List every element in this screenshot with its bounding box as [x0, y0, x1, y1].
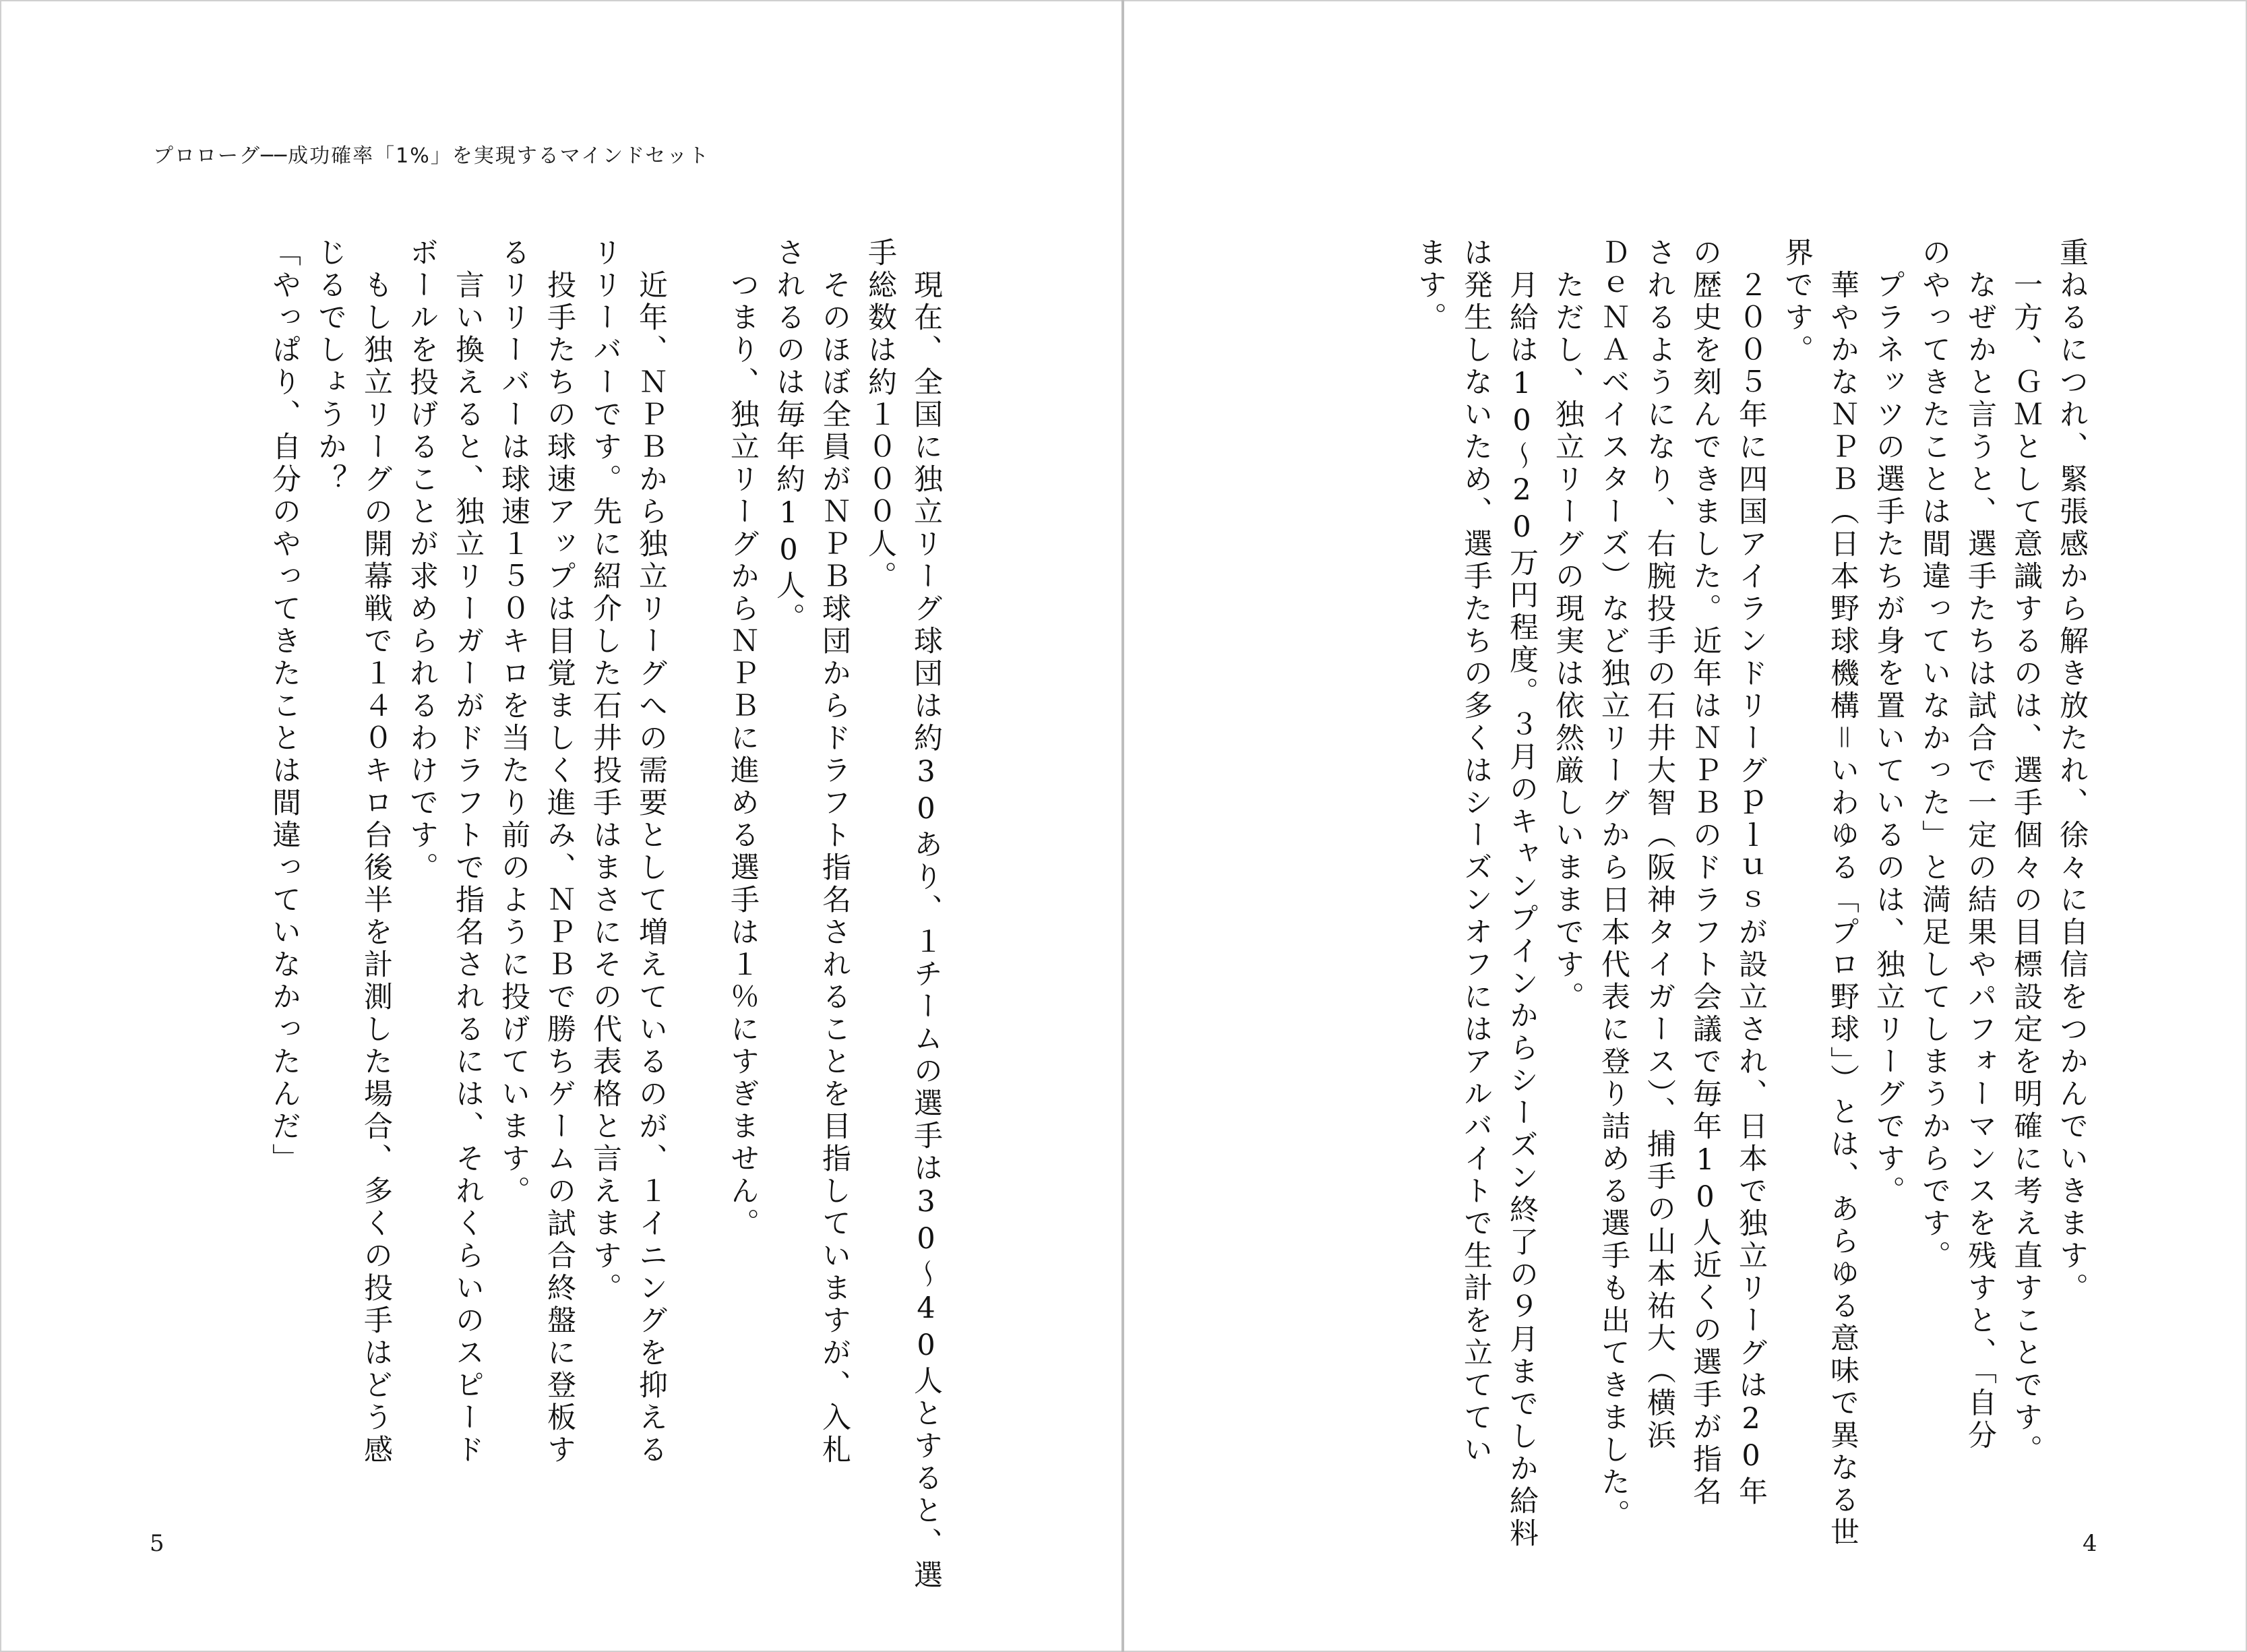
page-number-right: 4: [2083, 1530, 2097, 1557]
text-line: 界です。: [1780, 237, 1814, 367]
text-line: されるのは毎年約10人。: [772, 237, 805, 635]
text-line: そのほぼ全員がＮＰＢ球団からドラフト指名されることを目指していますが、入札: [818, 237, 851, 1467]
text-line: 近年、ＮＰＢから独立リーグへの需要として増えているのが、１イニングを抑える: [634, 237, 668, 1467]
right-page-body: [1299, 237, 2095, 1550]
text-line: 月給は10〜20万円程度。３月のキャンプインからシーズン終了の９月までしか給料: [1505, 237, 1539, 1550]
text-line: もし独立リーグの開幕戦で１４０キロ台後半を計測した場合、多くの投手はどう感: [359, 237, 393, 1467]
text-line: のやってきたことは間違っていなかった」と満足してしまうからです。: [1917, 237, 1951, 1273]
text-line: 言い換えると、独立リーガーがドラフトで指名されるには、それくらいのスピード: [451, 237, 485, 1467]
text-line: 手総数は約１０００人。: [863, 237, 897, 593]
text-line: リリーバーです。先に紹介した石井投手はまさにその代表格と言えます。: [588, 237, 622, 1305]
text-line: ボールを投げることが求められるわけです。: [405, 237, 439, 884]
running-head: プロローグ──成功確率「1%」を実現するマインドセット: [153, 144, 710, 168]
text-line: プラネッツの選手たちが身を置いているのは、独立リーグです。: [1872, 237, 1905, 1208]
text-line: されるようになり、右腕投手の石井大智（阪神タイガース）、捕手の山本祐大（横浜: [1642, 237, 1676, 1452]
text-line: つまり、独立リーグからＮＰＢに進める選手は１％にすぎません。: [726, 237, 760, 1240]
page-number-left: 5: [150, 1530, 164, 1557]
text-line: ます。: [1413, 237, 1447, 334]
text-line: るリリーバーは球速１５０キロを当たり前のように投げています。: [497, 237, 530, 1208]
text-line: の歴史を刻んできました。近年はＮＰＢのドラフト会議で毎年10人近くの選手が指名: [1688, 237, 1722, 1508]
text-line: 重ねるにつれ、緊張感から解き放たれ、徐々に自信をつかんでいきます。: [2055, 237, 2089, 1305]
text-line: 現在、全国に独立リーグ球団は約30あり、１チームの選手は30〜40人とすると、選: [909, 237, 943, 1592]
left-page-body: [154, 237, 949, 1592]
text-line: ただし、独立リーグの現実は依然厳しいままです。: [1551, 237, 1584, 1014]
text-line: ＤｅＮＡベイスターズ）など独立リーグから日本代表に登り詰める選手も出てきました。: [1597, 237, 1630, 1531]
text-line: 華やかなＮＰＢ（日本野球機構＝いわゆる「プロ野球」）とは、あらゆる意味で異なる世: [1826, 237, 1859, 1550]
text-line: 一方、ＧＭとして意識するのは、選手個々の目標設定を明確に考え直すことです。: [2009, 237, 2043, 1467]
page-gutter: [1121, 0, 1124, 1652]
text-line: ２００５年に四国アイランドリーグｐｌｕｓが設立され、日本で独立リーグは20年: [1734, 237, 1768, 1508]
text-line: 「やっぱり、自分のやってきたことは間違っていなかったんだ」: [268, 237, 301, 1175]
text-line: [674, 237, 720, 1518]
text-line: じるでしょうか？: [313, 237, 347, 496]
left-border: [0, 0, 1, 1652]
text-line: は発生しないため、選手たちの多くはシーズンオフにはアルバイトで生計を立ててい: [1459, 237, 1493, 1467]
text-line: 投手たちの球速アップは目覚ましく進み、ＮＰＢで勝ちゲームの試合終盤に登板す: [543, 237, 576, 1467]
text-line: なぜかと言うと、選手たちは試合で一定の結果やパフォーマンスを残すと、「自分: [1963, 237, 1997, 1452]
